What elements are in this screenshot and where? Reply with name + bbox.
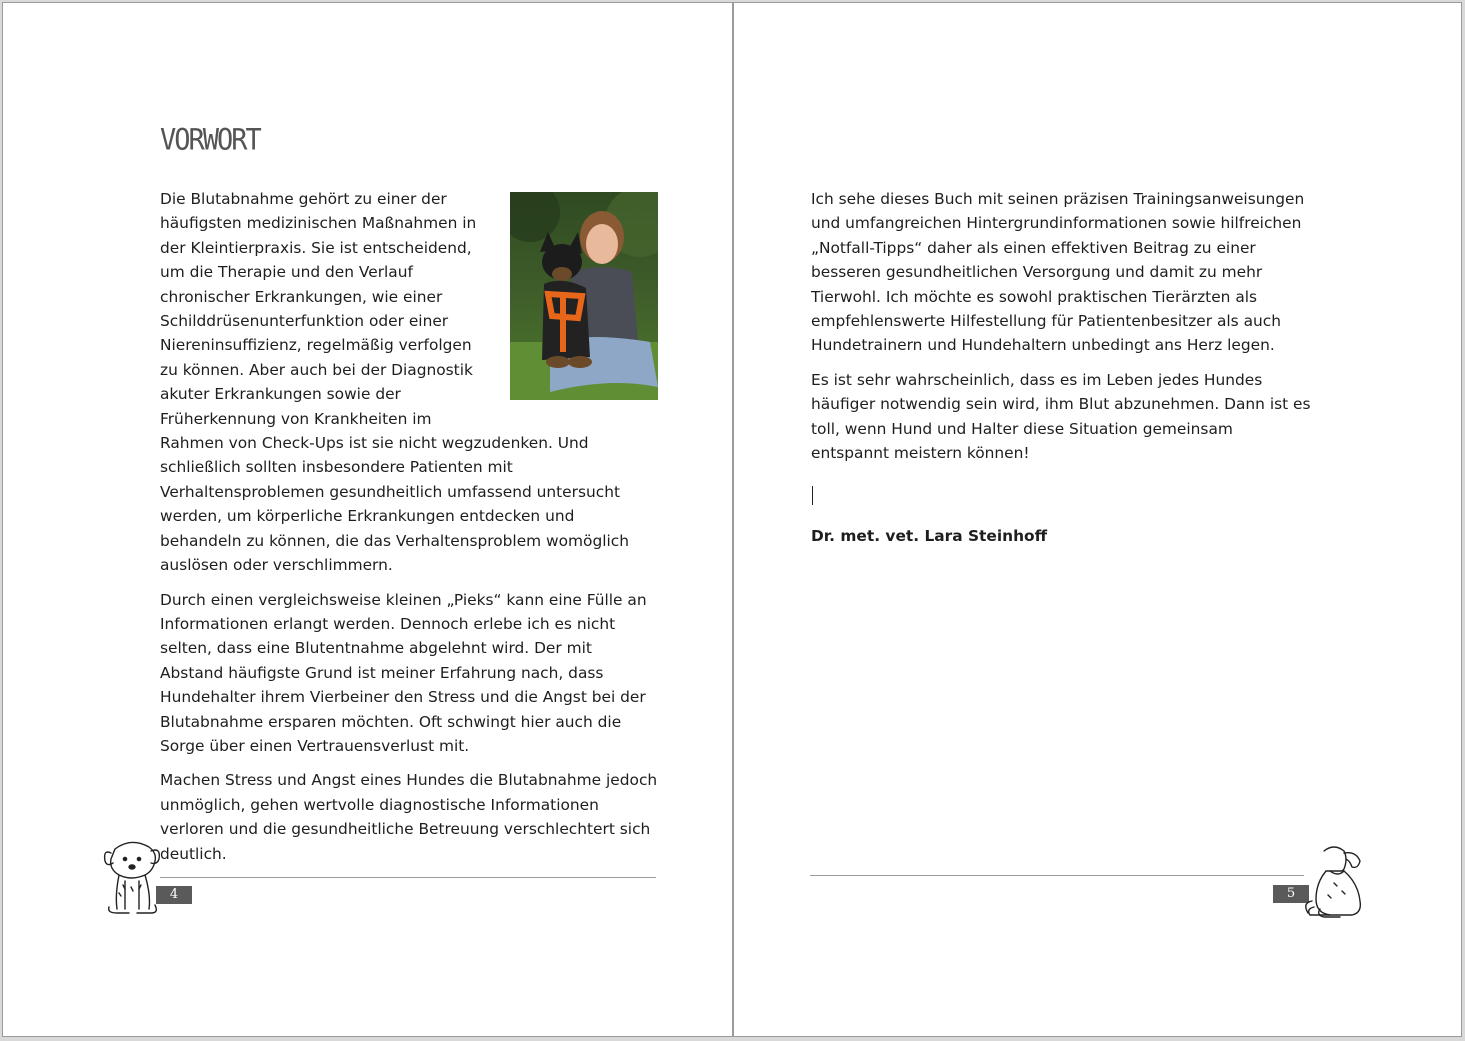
page-heading: VORWORT bbox=[160, 123, 260, 158]
right-page bbox=[733, 2, 1462, 1037]
page-number: 5 bbox=[1273, 885, 1309, 903]
right-text-column bbox=[811, 187, 1311, 475]
left-text-column bbox=[160, 187, 658, 876]
dog-sitting-back-icon bbox=[1300, 843, 1366, 919]
text-cursor bbox=[812, 486, 813, 505]
footer-rule bbox=[810, 875, 1304, 876]
author-with-dog-photo bbox=[510, 192, 658, 400]
signature: Dr. met. vet. Lara Steinhoff bbox=[811, 527, 1048, 545]
paragraph: Machen Stress und Angst eines Hundes die Blutabnahme jedoch unmöglich, gehen wertvolle diagnostische Informationen verloren und die gesundheitliche Betreuung verschlechtert sich deutlich. bbox=[160, 771, 658, 863]
author-photo bbox=[510, 192, 658, 400]
paragraph: Es ist sehr wahrscheinlich, dass es im Leben jedes Hundes häufiger notwendig sein wird, ihm Blut abzunehmen. Dann ist es toll, wenn Hund und Halter diese Situation gemeinsam entspannt meistern können! bbox=[811, 370, 1311, 463]
paragraph: Durch einen vergleichsweise kleinen „Pieks“ kann eine Fülle an Informationen erlangt werden. Dennoch erlebe ich es nicht selten, dass eine Blutentnahme abgelehnt wird. Der mit Abstand häufigste Grund ist meiner Erfahrung nach, dass Hundehalter ihrem Vierbeiner den Stress und die Angst bei der Blutabnahme ersparen möchten. Oft schwingt hier auch die Sorge über einen Vertrauensverlust mit. bbox=[160, 590, 647, 755]
paragraph: Ich sehe dieses Buch mit seinen präzisen Trainingsanweisungen und umfangreichen Hintergrundinformationen sowie hilfreichen „Notfall-Tipps“ daher als einen effektiven Beitrag zu einer besseren gesundheitlichen Versorgung und damit zu mehr Tierwohl. Ich möchte es sowohl praktischen Tierärzten als empfehlenswerte Hilfestellung für Patientenbesitzer als auch Hundetrainern und Hundehaltern unbedingt ans Herz legen. bbox=[811, 190, 1305, 355]
left-page bbox=[2, 2, 733, 1037]
page-number: 4 bbox=[156, 886, 192, 904]
footer-rule bbox=[160, 877, 656, 878]
dog-sitting-front-icon bbox=[101, 835, 163, 915]
paragraph: Die Blutabnahme gehört zu einer der häufigsten medizinischen Maßnahmen in der Kleintierpraxis. Sie ist entscheidend, um die Therapie und den Verlauf chronischer Erkrankungen, wie einer Schilddrüsenunterfunktion oder einer Niereninsuffizienz, regelmäßig verfolgen zu können. Aber auch bei der Diagnostik akuter Erkrankungen sowie der Früherkennung von Krankheiten im Rahmen von Check-Ups ist sie nicht wegzudenken. Und schließlich sollten insbesondere Patienten mit Verhaltensproblemen gesundheitlich umfassend untersucht werden, um körperliche Erkrankungen entdecken und behandeln zu können, die das Verhaltensproblem womöglich auslösen oder verschlimmern. bbox=[160, 190, 629, 575]
